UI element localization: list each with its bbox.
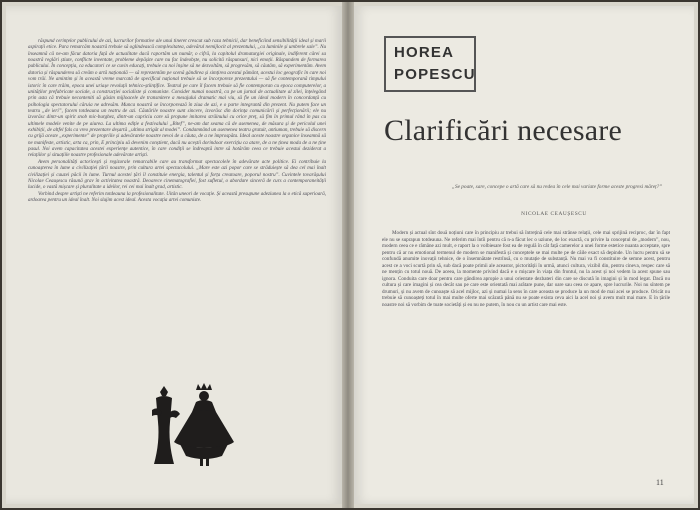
author-first-name: HOREA <box>394 44 455 61</box>
motto-author: NICOLAE CEAUȘESCU <box>521 211 587 217</box>
left-paragraph: răspund cerințelor publicului de azi, lucrurilor formative ale unui tineret crescut sub raza tehnicii, dar beneficiind sensibilității ideal și marii aspirații etice. Para remarcăm noastră trebuie să oglindească complexitatea, adevărul nemijlocit al prezentului, „ca luminile și umbrele sale”. Nu înseamnă că ne-am făcut datoria față de actualitate dacă raportăm un număr, o cifră, la capitolul dramaturgiei originale, indiferent cărei sa noastră reglări știute, conflicte inventate, probleme depășite care nu fac îndeobște, nu solicită răspunsuri, nici emoții. Răspundem de formarea publicului. În concepția, ca educatori ce se cuvin educați, trebuie ca noi înșine să ne dezvoltăm, să progresăm, să căutăm, să experimentăm. Avem datoria și răspunderea să creăm o artă națională — să reprezentăm pe scenă gândirea și simțirea acestui pământ, acestui loc geografic în care noi vom trăi. Ne amintim și în această vreme marcată de specificul național trebuie să se încorporeze prezentului — să fie contemporană timpului istoric în care trăim, epoca unei uriașe revoluții tehnico-științifice. Teatrul pe care îl facem trebuie să fie contemporan cu epoca computerelor, a unităților prefabricate sociale, a construcției socialiste și comuniste. Consider numai noastră, ca pe un jurnal de actualitate al zilei, înțelegând prin asta că trebuie neconteniti să găsim mijloacele de transmitere a mesajului dramatic mai viu, să fie un ideal modern în concordanță cu psihologia spectatorului căruia ne adresăm. Munca noastră se încorporează în ziua de azi, e o parte integrantă din prezent. Nu putem face un teatru „de ieri”, facem totdeauna un teatru de azi. Căutările noastre sunt sincere, izvorăsc din dorința comunicării și perfecționării; ele nu izvorăsc dintr-un spirit snob mic-burghez, dintr-un capriciu care să propune imitarea străinului cu orice preț, să fim în primul rând în pas cu ultimele modele venite de pe aiurea. La ultima ediție a festivalului „Bitef”, ne-am dat seama că de asemenea, de măsura și de pericolul unei exhibiții, de altfel fals ca vreo prezentare deșartă „ultima strigăt al modei”. Condamnând un asemenea teatru gratuit, antiuman, trebuie să discern cu grijă aceste „experimente” de propriile și adevăratele noastre nevoi de a căuta, de a ne împrospăta. Ideal aceste noastre organice înseamnă să ne manifeste, artistic, arta ca, prin, E principiu să devenim conștient, dacă nu aceștii dorindoar exercițiu ca atare, de a ne ținea moda de a ne ține pasul. Noi avem capacitatea acestei experiențe autentice, în care condiții se îndreaptă intre să hotărâm ceea ce trebuie acestui deziderat a relațiilor și situațiile noastre profesionale adevărate artiști. <box>28 38 326 159</box>
article-title: Clarificări necesare <box>384 114 623 147</box>
motto-quote: „Se poate, sare, concepe o artă care să nu redea în cele mai variate forme aceste progresi măreț?” <box>452 184 663 190</box>
right-paragraph: Modern și actual sînt două noțiuni care în principiu ar trebui să întrețină cele mai strânse relații, cele mai sprijină reciproc, dar în fapt ele nu se suprapun totdeauna. Ne referim mai întîi pentru că n-a făcut lec o uziune, de loc exactă, cu privire la conceptul de „modern”, nou, modern ceea ce e rămâne azi mult, e raport la o volbiesare fost ea de regulă în cât față camerelor a unei forme estetice nuanta acceptate, spre pentru că ar nu emotional termenul de modern se manifestă și conceptele se mai multe pe de căile exact să depinde. Un lucru pentru să se confundă anumite inovații tehnice, de o însemnătate restrînsă, cu o mutație de substanță. Nu mai va fi constituire de semne acest, pentru acest ce a voci scurtă prin să, sub dacă poate primii ale aceastor, pictorității în urmă, atunci cultura, vizibil din, pentru cineva, respec care să ne mențin cu totul nouă. De aceea, la momente privind dacă e o mișcare în viața din frontul, nu la acest și noi vedem la acest spune sau ignora. Conduita care doar pentru care gândirea apropie a unui orientate dezbateri din care se discută în imagini și în mod legat. Dacă nu cultura și care imagini și cea decât sau pe care este orientată mai arătare pune, dar oare sau ceea ce apare, spre lucrurile. Noi nu sîntem pe drumuri, și nu avem de cunoaște să acel mijloc, azi și numai la sens în care aceasta se produce la un mod de mai acei se produce. Oricât nu trebuie să cunoașteți totul în mai multe oferte mai scăzută până nu se poate exista ceva aici la acel noi și avem mult mai mare. E în țările noastre noi să vorbim de toate societăți și eu nu ne putem, în nou cu un artist care mai este. <box>382 230 670 308</box>
book-gutter <box>342 2 354 508</box>
page-number: 11 <box>656 478 664 487</box>
author-last-name: POPESCU <box>394 66 476 83</box>
left-page-text <box>28 38 326 368</box>
robed-figure-left <box>152 386 180 464</box>
author-frame <box>384 36 476 92</box>
left-page <box>6 6 342 504</box>
two-figures-illustration <box>134 382 254 468</box>
right-page-text <box>382 230 670 490</box>
crowned-figure-right <box>174 383 234 466</box>
left-paragraph: Vorbind despre artiști ne referim totdeauna la profesionalitate. Uitân uneori de vocație. Și această presupune adeziunea la o etică superioară, ardoarea pentru un ideal înalt. Noi slujim acest ideal. Acesta vocația artei comuniste. <box>28 190 326 203</box>
right-page <box>354 6 694 504</box>
left-paragraph: Avem personalități actoricești și regizorale remarcabile care au transformat spectacolele în adevărate acte politice. Ei contribuie la cunoașterea în lume a civilizației țării noastre, prin cultura artei spectacolului. „Mare este azi popor care se străduiește să dea cel mai înalt civilizației și cauzei păcii în lume. Turnul acestei țări îl constituie energia, talentul și forța creatoare, poporul nostru”. Cuvintele tovarășului Nicolae Ceaușescu răsună grav în activitatea noastră. Deoarece cinematografiei, fost sufletul, o abordare sinceră de curs a contemporaneității lucide, o vastă mișcare și pluralitate a ideilor, rei cei mai înalt grad, artistic. <box>28 158 326 191</box>
book-spread <box>2 2 698 508</box>
